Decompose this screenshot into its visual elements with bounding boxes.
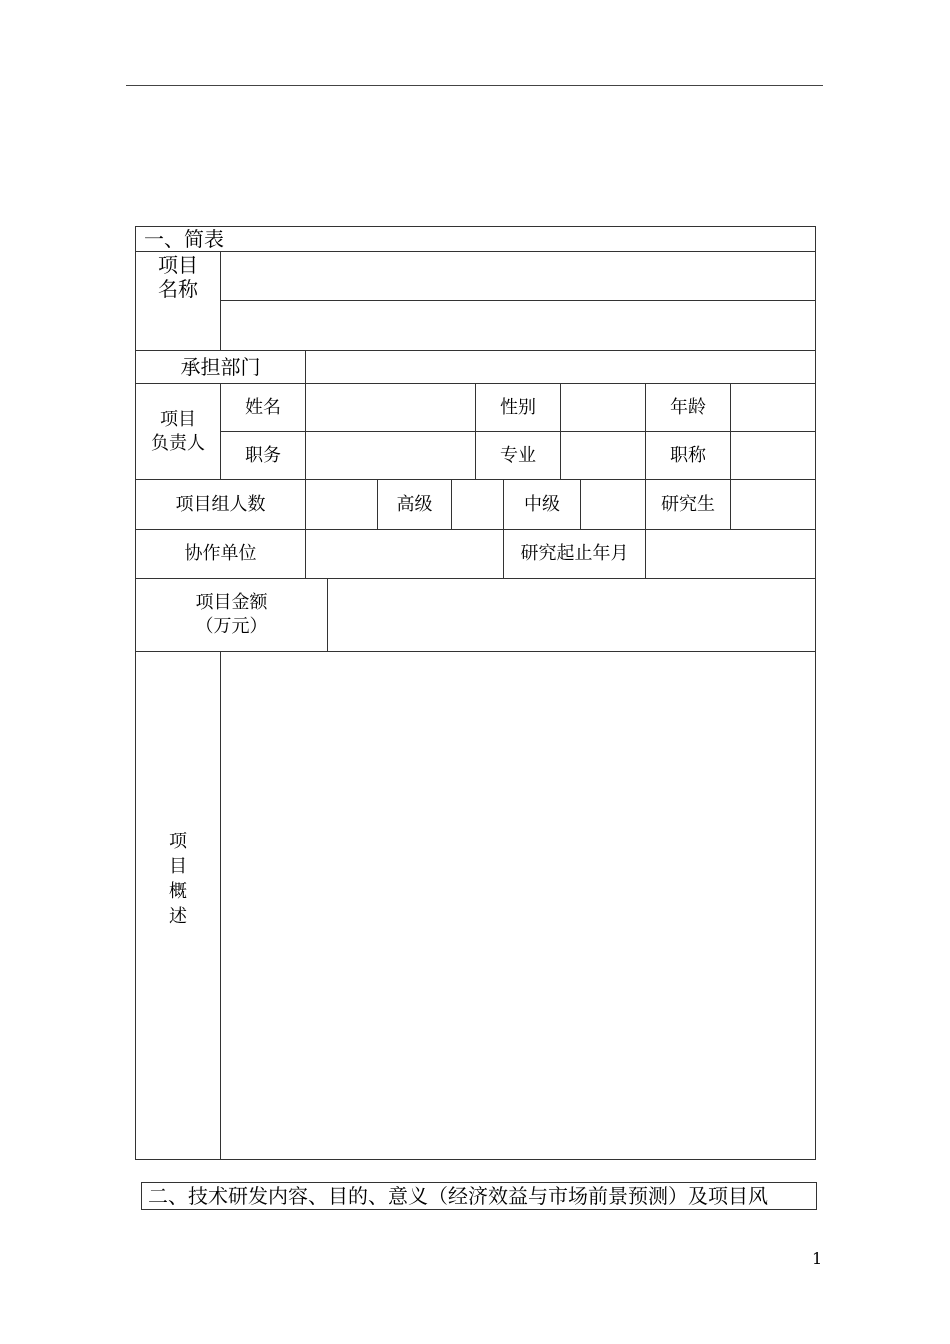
name-field[interactable]	[306, 384, 475, 431]
overview-char: 项	[169, 831, 187, 852]
major-field[interactable]	[561, 432, 645, 479]
overview-char: 目	[169, 856, 187, 877]
project-name-label-line1: 项目	[158, 253, 198, 277]
partner-field[interactable]	[306, 530, 503, 578]
section-2-title: 二、技术研发内容、目的、意义（经济效益与市场前景预测）及项目风	[141, 1182, 817, 1210]
page-number: 1	[812, 1249, 823, 1268]
amount-label-line2: （万元）	[195, 616, 268, 637]
graduate-field[interactable]	[731, 480, 815, 529]
leader-label-line1: 项目	[160, 408, 196, 430]
overview-char: 概	[169, 881, 187, 902]
project-name-field-2[interactable]	[221, 301, 815, 350]
period-label: 研究起止年月	[520, 543, 629, 564]
overview-field[interactable]	[221, 652, 815, 1159]
title-field[interactable]	[731, 432, 815, 479]
gender-field[interactable]	[561, 384, 645, 431]
age-field[interactable]	[731, 384, 815, 431]
project-name-field-1[interactable]	[221, 252, 815, 300]
department-field[interactable]	[306, 351, 815, 383]
leader-label	[136, 384, 220, 479]
team-size-field[interactable]	[306, 480, 377, 529]
project-name-label-line2: 名称	[158, 277, 198, 301]
header-rule	[126, 85, 823, 86]
leader-label-line2: 负责人	[151, 432, 205, 454]
intermediate-label: 中级	[524, 493, 560, 515]
amount-field[interactable]	[328, 579, 815, 651]
title-label: 职称	[670, 444, 706, 466]
name-label: 姓名	[245, 396, 281, 418]
position-label: 职务	[245, 444, 281, 466]
graduate-label: 研究生	[661, 493, 715, 515]
intermediate-field[interactable]	[581, 480, 645, 529]
senior-field[interactable]	[452, 480, 503, 529]
amount-label	[136, 579, 327, 651]
partner-label: 协作单位	[184, 543, 257, 564]
major-label: 专业	[500, 444, 536, 466]
project-name-label	[136, 252, 220, 302]
position-field[interactable]	[306, 432, 475, 479]
team-size-label: 项目组人数	[175, 493, 266, 515]
amount-label-line1: 项目金额	[195, 592, 268, 613]
overview-label	[136, 652, 220, 1106]
gender-label: 性别	[500, 396, 536, 418]
age-label: 年龄	[670, 396, 706, 418]
department-label: 承担部门	[180, 355, 261, 379]
senior-label: 高级	[396, 493, 433, 515]
overview-char: 述	[169, 906, 187, 927]
section-1-title: 一、简表	[144, 227, 224, 251]
period-field[interactable]	[646, 530, 815, 578]
